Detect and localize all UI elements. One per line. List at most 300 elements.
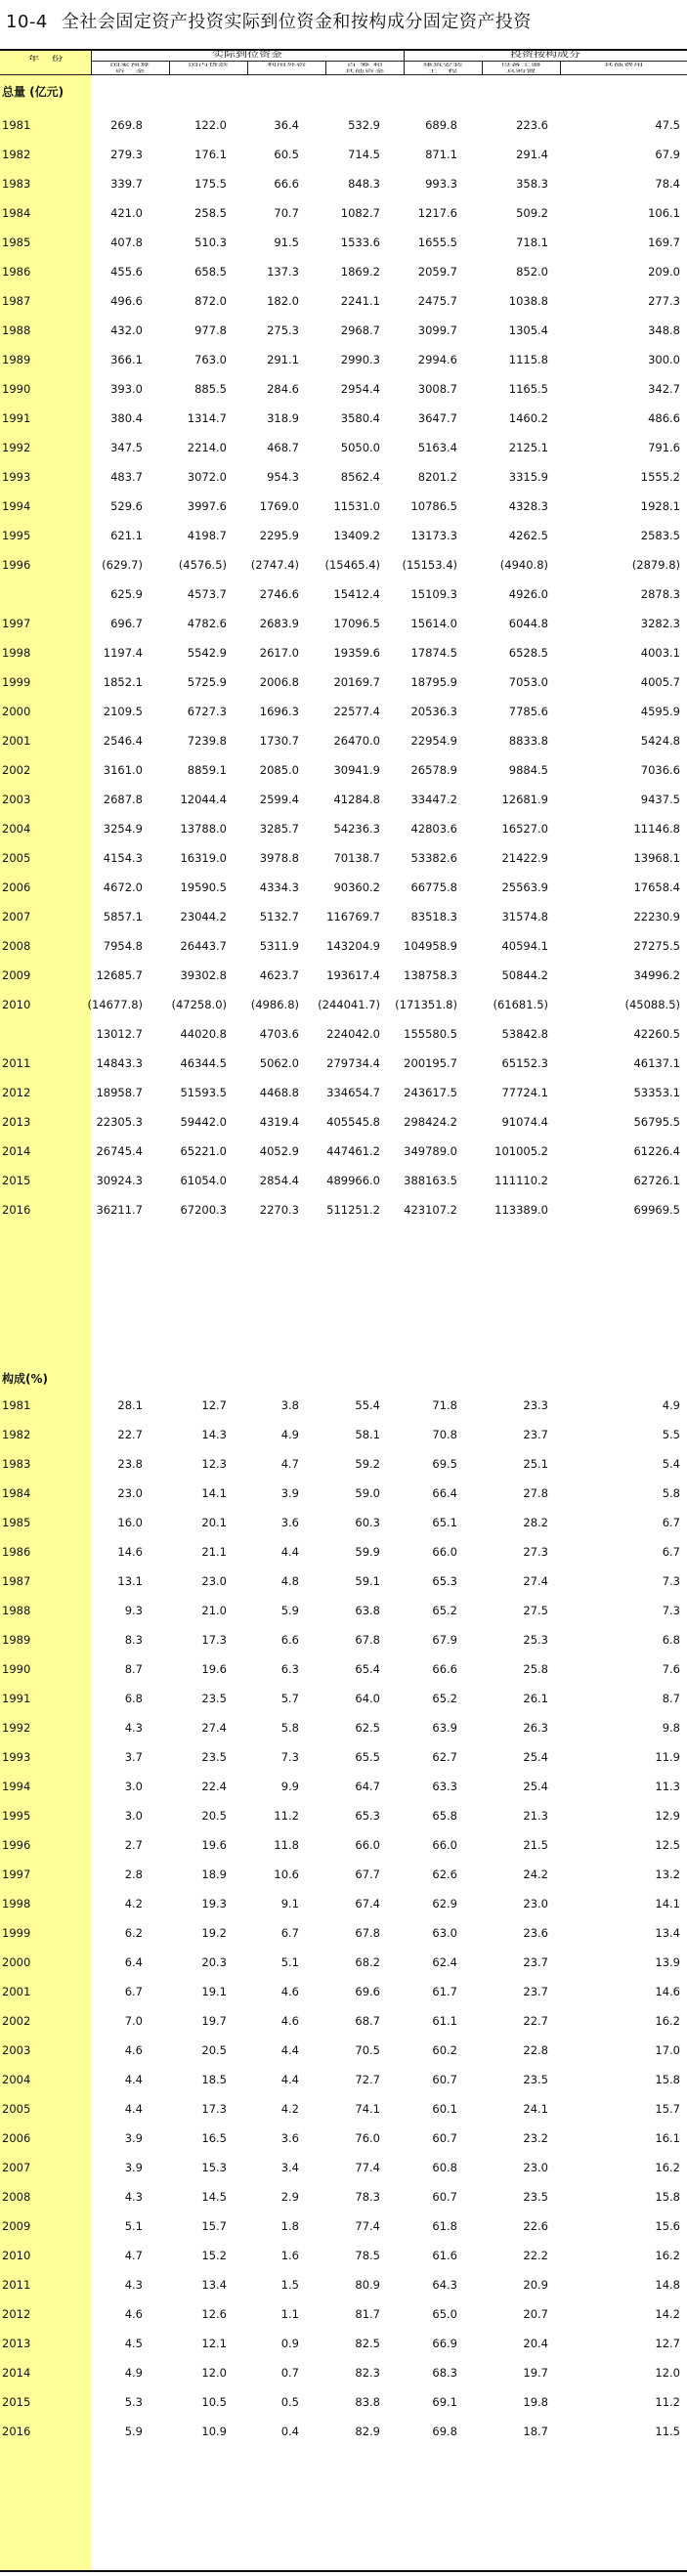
cell-equipment: 1115.8	[508, 353, 548, 366]
row-year: 2000	[2, 1955, 31, 1969]
cell-self-funded: 65.5	[355, 1750, 380, 1764]
cell-budget: 13012.7	[96, 1027, 143, 1041]
cell-self-funded: 511251.2	[326, 1203, 380, 1217]
cell-self-funded: 3580.4	[340, 411, 380, 425]
cell-loans: 13.4	[201, 2278, 227, 2292]
cell-budget: 421.0	[110, 206, 143, 220]
cell-self-funded: 532.9	[348, 118, 380, 132]
cell-loans: 658.5	[194, 265, 227, 279]
cell-foreign: 2006.8	[259, 675, 299, 689]
cell-loans: 19.2	[201, 1926, 227, 1940]
table-row	[0, 1861, 687, 1890]
cell-self-funded: 65.3	[355, 1809, 380, 1823]
cell-foreign: 2683.9	[259, 617, 299, 630]
cell-budget: 2687.8	[103, 793, 143, 806]
cell-budget: 6.2	[124, 1926, 143, 1940]
row-year: 1989	[2, 353, 31, 366]
cell-construction: 66775.8	[410, 880, 457, 894]
cell-foreign: 4.6	[280, 1985, 299, 1998]
cell-budget: 4.3	[124, 2190, 143, 2204]
cell-foreign: 4052.9	[259, 1144, 299, 1158]
cell-loans: 5542.9	[187, 646, 227, 660]
table-row	[0, 932, 687, 962]
cell-budget: 4.9	[124, 2366, 143, 2380]
cell-foreign: 3978.8	[259, 851, 299, 865]
cell-loans: 20.1	[201, 1516, 227, 1529]
row-year: 2004	[2, 822, 31, 836]
row-year: 1996	[2, 1838, 31, 1852]
cell-budget: 3161.0	[103, 763, 143, 777]
cell-construction: 138758.3	[404, 968, 457, 982]
cell-loans: 13788.0	[180, 822, 227, 836]
cell-loans: 10.5	[201, 2395, 227, 2409]
cell-self-funded: 67.8	[355, 1926, 380, 1940]
cell-equipment: 6044.8	[508, 617, 548, 630]
cell-construction: 63.3	[432, 1780, 457, 1793]
cell-equipment: 718.1	[516, 236, 548, 249]
row-year: 1987	[2, 1574, 31, 1588]
cell-foreign: 4334.3	[259, 880, 299, 894]
cell-equipment: 23.0	[523, 1897, 548, 1911]
cell-other: 14.1	[655, 1897, 680, 1911]
row-year: 2007	[2, 910, 31, 923]
cell-budget: 4.2	[124, 1897, 143, 1911]
header-construction-line2: 工 程	[427, 68, 458, 73]
cell-other: 69969.5	[633, 1203, 680, 1217]
cell-equipment: 23.6	[523, 1926, 548, 1940]
cell-self-funded: 2954.4	[340, 382, 380, 396]
cell-foreign: 3.4	[280, 2161, 299, 2174]
cell-loans: 39302.8	[180, 968, 227, 982]
cell-equipment: 40594.1	[501, 939, 548, 953]
row-year: 1983	[2, 177, 31, 191]
cell-foreign: 3.9	[280, 1486, 299, 1500]
cell-foreign: 60.5	[274, 148, 299, 161]
cell-loans: 15.2	[201, 2249, 227, 2262]
cell-construction: 66.0	[432, 1545, 457, 1559]
table-row	[0, 1567, 687, 1597]
row-year: 2011	[2, 2278, 31, 2292]
cell-foreign: 1769.0	[259, 499, 299, 513]
cell-equipment: 7053.0	[508, 675, 548, 689]
cell-other: 67.9	[655, 148, 680, 161]
cell-self-funded: 66.0	[355, 1838, 380, 1852]
cell-other: 6.8	[662, 1633, 680, 1647]
header-col-construction	[404, 62, 482, 74]
table-row	[0, 2125, 687, 2154]
cell-foreign: (2747.4)	[250, 558, 299, 572]
table-row	[0, 1919, 687, 1949]
cell-foreign: 137.3	[267, 265, 299, 279]
cell-loans: 12.6	[201, 2307, 227, 2321]
cell-construction: 61.7	[432, 1985, 457, 1998]
row-year: 1982	[2, 148, 31, 161]
cell-foreign: 3.6	[280, 1516, 299, 1529]
table-row	[0, 2300, 687, 2330]
table-row	[0, 1978, 687, 2007]
cell-equipment: 23.5	[523, 2190, 548, 2204]
cell-self-funded: 224042.0	[326, 1027, 380, 1041]
cell-loans: 14.3	[201, 1428, 227, 1441]
cell-equipment: 27.4	[523, 1574, 548, 1588]
row-year: 1987	[2, 294, 31, 308]
cell-self-funded: 116769.7	[326, 910, 380, 923]
cell-equipment: 65152.3	[501, 1056, 548, 1070]
row-year: 2009	[2, 2219, 31, 2233]
cell-budget: 696.7	[110, 617, 143, 630]
cell-construction: 15614.0	[410, 617, 457, 630]
cell-construction: 18795.9	[410, 675, 457, 689]
cell-construction: 65.0	[432, 2307, 457, 2321]
row-year: 1988	[2, 1604, 31, 1617]
cell-equipment: 291.4	[516, 148, 548, 161]
row-year: 1998	[2, 646, 31, 660]
cell-loans: 16319.0	[180, 851, 227, 865]
cell-budget: 28.1	[117, 1398, 143, 1412]
row-year: 2006	[2, 2131, 31, 2145]
cell-loans: 4782.6	[187, 617, 227, 630]
header-col-budget	[91, 62, 169, 74]
cell-other: 15.7	[655, 2102, 680, 2116]
cell-foreign: 4468.8	[259, 1086, 299, 1099]
cell-other: 3282.3	[640, 617, 680, 630]
cell-construction: 298424.2	[404, 1115, 457, 1129]
row-year: 2010	[2, 2249, 31, 2262]
cell-other: 14.2	[655, 2307, 680, 2321]
header-equipment-line1: 设备工器	[500, 62, 541, 67]
table-row	[0, 2183, 687, 2212]
cell-foreign: 6.3	[280, 1662, 299, 1676]
cell-other: 17658.4	[633, 880, 680, 894]
cell-loans: 885.5	[194, 382, 227, 396]
cell-construction: 243617.5	[404, 1086, 457, 1099]
table-row	[0, 1196, 687, 1225]
cell-other: 14.6	[655, 1985, 680, 1998]
table-row	[0, 727, 687, 756]
cell-other: 13.9	[655, 1955, 680, 1969]
cell-self-funded: 2990.3	[340, 353, 380, 366]
cell-other: 1928.1	[640, 499, 680, 513]
cell-other: 6.7	[662, 1516, 680, 1529]
cell-equipment: 25.4	[523, 1750, 548, 1764]
table-row	[0, 2359, 687, 2388]
table-row	[0, 317, 687, 346]
cell-loans: 18.5	[201, 2073, 227, 2086]
row-year: 1984	[2, 206, 31, 220]
cell-other: 13968.1	[633, 851, 680, 865]
cell-equipment: 852.0	[516, 265, 548, 279]
cell-construction: 26578.9	[410, 763, 457, 777]
cell-budget: 18958.7	[96, 1086, 143, 1099]
cell-equipment: 20.4	[523, 2337, 548, 2350]
cell-self-funded: 11531.0	[333, 499, 380, 513]
cell-self-funded: 68.2	[355, 1955, 380, 1969]
table-row	[0, 756, 687, 786]
cell-construction: 64.3	[432, 2278, 457, 2292]
cell-budget: 3.9	[124, 2161, 143, 2174]
cell-loans: 27.4	[201, 1721, 227, 1735]
cell-equipment: 23.3	[523, 1398, 548, 1412]
bottom-rule	[0, 2570, 687, 2572]
cell-other: 62726.1	[633, 1174, 680, 1187]
section-label-composition: 构成(%)	[2, 1372, 48, 1386]
cell-foreign: 6.7	[280, 1926, 299, 1940]
cell-equipment: 20.7	[523, 2307, 548, 2321]
cell-equipment: 24.2	[523, 1868, 548, 1881]
row-year: 1993	[2, 1750, 31, 1764]
cell-self-funded: 1082.7	[340, 206, 380, 220]
row-year: 2004	[2, 2073, 31, 2086]
cell-construction: 62.9	[432, 1897, 457, 1911]
cell-self-funded: 22577.4	[333, 705, 380, 718]
cell-equipment: 26.1	[523, 1692, 548, 1705]
cell-budget: 3.7	[124, 1750, 143, 1764]
table-row	[0, 786, 687, 815]
row-year: 1983	[2, 1457, 31, 1471]
cell-foreign: 91.5	[274, 236, 299, 249]
cell-equipment: 23.0	[523, 2161, 548, 2174]
table-row	[0, 1450, 687, 1480]
cell-budget: 23.8	[117, 1457, 143, 1471]
header-year: 年 份	[27, 55, 64, 63]
table-row	[0, 698, 687, 727]
cell-equipment: 7785.6	[508, 705, 548, 718]
cell-loans: 15.7	[201, 2219, 227, 2233]
cell-self-funded: 41284.8	[333, 793, 380, 806]
row-year: 1982	[2, 1428, 31, 1441]
cell-loans: 26443.7	[180, 939, 227, 953]
cell-construction: 61.6	[432, 2249, 457, 2262]
cell-loans: 17.3	[201, 1633, 227, 1647]
cell-foreign: 468.7	[267, 441, 299, 454]
cell-construction: 61.1	[432, 2014, 457, 2028]
cell-equipment: 27.3	[523, 1545, 548, 1559]
table-row	[0, 434, 687, 463]
cell-budget: 3.0	[124, 1780, 143, 1793]
cell-self-funded: 17096.5	[333, 617, 380, 630]
row-year: 2013	[2, 1115, 31, 1129]
cell-budget: 6.4	[124, 1955, 143, 1969]
cell-construction: 155580.5	[404, 1027, 457, 1041]
cell-foreign: 70.7	[274, 206, 299, 220]
cell-equipment: 22.8	[523, 2043, 548, 2057]
cell-equipment: 22.6	[523, 2219, 548, 2233]
cell-construction: 65.2	[432, 1604, 457, 1617]
cell-self-funded: 77.4	[355, 2219, 380, 2233]
cell-budget: 8.7	[124, 1662, 143, 1676]
cell-self-funded: 67.8	[355, 1633, 380, 1647]
cell-budget: 2546.4	[103, 734, 143, 748]
cell-equipment: 22.7	[523, 2014, 548, 2028]
cell-other: (45088.5)	[624, 998, 680, 1011]
table-row	[0, 258, 687, 287]
cell-loans: 175.5	[194, 177, 227, 191]
cell-budget: 269.8	[110, 118, 143, 132]
table-row	[0, 1392, 687, 1421]
cell-loans: 510.3	[194, 236, 227, 249]
cell-equipment: 4926.0	[508, 587, 548, 601]
cell-other: 1555.2	[640, 470, 680, 484]
cell-equipment: 8833.8	[508, 734, 548, 748]
cell-budget: 483.7	[110, 470, 143, 484]
cell-equipment: 4262.5	[508, 529, 548, 542]
cell-budget: 5.9	[124, 2425, 143, 2438]
cell-loans: 5725.9	[187, 675, 227, 689]
row-year: 2009	[2, 968, 31, 982]
cell-self-funded: 67.7	[355, 1868, 380, 1881]
cell-budget: 347.5	[110, 441, 143, 454]
cell-foreign: 1730.7	[259, 734, 299, 748]
table-row	[0, 844, 687, 874]
table-row	[0, 2271, 687, 2300]
cell-self-funded: 64.0	[355, 1692, 380, 1705]
cell-budget: 4154.3	[103, 851, 143, 865]
cell-equipment: 50844.2	[501, 968, 548, 982]
cell-construction: 65.2	[432, 1692, 457, 1705]
cell-budget: 432.0	[110, 323, 143, 337]
cell-foreign: 5.7	[280, 1692, 299, 1705]
cell-self-funded: 81.7	[355, 2307, 380, 2321]
row-year: 1991	[2, 1692, 31, 1705]
table-title	[6, 4, 532, 41]
cell-construction: 15109.3	[410, 587, 457, 601]
table-row	[0, 405, 687, 434]
cell-other: 13.4	[655, 1926, 680, 1940]
cell-equipment: 77724.1	[501, 1086, 548, 1099]
cell-equipment: 20.9	[523, 2278, 548, 2292]
header-construction-line1: 建筑安装	[422, 62, 463, 67]
cell-construction: 69.5	[432, 1457, 457, 1471]
cell-other: 27275.5	[633, 939, 680, 953]
cell-equipment: 25563.9	[501, 880, 548, 894]
cell-self-funded: 2241.1	[340, 294, 380, 308]
row-year: 2005	[2, 2102, 31, 2116]
table-row	[0, 1714, 687, 1743]
table-row	[0, 2095, 687, 2125]
cell-self-funded: 59.9	[355, 1545, 380, 1559]
cell-foreign: 4703.6	[259, 1027, 299, 1041]
cell-foreign: 5062.0	[259, 1056, 299, 1070]
row-year: 1993	[2, 470, 31, 484]
cell-equipment: 111110.2	[494, 1174, 548, 1187]
cell-equipment: 31574.8	[501, 910, 548, 923]
row-year: 1997	[2, 1868, 31, 1881]
cell-construction: 71.8	[432, 1398, 457, 1412]
cell-self-funded: 26470.0	[333, 734, 380, 748]
cell-budget: 22305.3	[96, 1115, 143, 1129]
cell-self-funded: 714.5	[348, 148, 380, 161]
table-row	[0, 610, 687, 639]
cell-other: 15.8	[655, 2190, 680, 2204]
cell-construction: 3099.7	[417, 323, 457, 337]
header-self-line2: 其他资金	[344, 68, 385, 73]
cell-foreign: 3.6	[280, 2131, 299, 2145]
cell-foreign: 0.4	[280, 2425, 299, 2438]
cell-other: 348.8	[648, 323, 680, 337]
cell-construction: 17874.5	[410, 646, 457, 660]
cell-construction: 5163.4	[417, 441, 457, 454]
table-row	[0, 2066, 687, 2095]
cell-construction: 66.0	[432, 1838, 457, 1852]
table-row	[0, 1509, 687, 1538]
row-year: 2003	[2, 793, 31, 806]
cell-loans: 19.7	[201, 2014, 227, 2028]
cell-budget: 5857.1	[103, 910, 143, 923]
cell-self-funded: 15412.4	[333, 587, 380, 601]
cell-construction: 68.3	[432, 2366, 457, 2380]
cell-self-funded: 80.9	[355, 2278, 380, 2292]
cell-loans: 6727.3	[187, 705, 227, 718]
cell-construction: 8201.2	[417, 470, 457, 484]
cell-construction: 65.1	[432, 1516, 457, 1529]
table-row	[0, 1626, 687, 1655]
cell-construction: 1217.6	[417, 206, 457, 220]
row-year: 2002	[2, 2014, 31, 2028]
row-year: 1985	[2, 236, 31, 249]
cell-budget: 8.3	[124, 1633, 143, 1647]
cell-equipment: 23.7	[523, 1955, 548, 1969]
cell-budget: 6.7	[124, 1985, 143, 1998]
cell-foreign: 9.1	[280, 1897, 299, 1911]
row-year: 1985	[2, 1516, 31, 1529]
cell-foreign: 4.4	[280, 2073, 299, 2086]
table-row	[0, 229, 687, 258]
cell-construction: 66.4	[432, 1486, 457, 1500]
cell-equipment: 509.2	[516, 206, 548, 220]
cell-loans: (4576.5)	[178, 558, 227, 572]
row-year: 1995	[2, 529, 31, 542]
cell-construction: 689.8	[425, 118, 457, 132]
cell-equipment: 1165.5	[508, 382, 548, 396]
cell-other: 106.1	[648, 206, 680, 220]
cell-other: 2878.3	[640, 587, 680, 601]
table-row	[0, 1802, 687, 1831]
cell-construction: 69.8	[432, 2425, 457, 2438]
header-col-other: 其他费用	[603, 62, 644, 67]
cell-self-funded: 70.5	[355, 2043, 380, 2057]
cell-other: 12.7	[655, 2337, 680, 2350]
row-year: 1981	[2, 118, 31, 132]
cell-foreign: 10.6	[274, 1868, 299, 1881]
cell-equipment: 6528.5	[508, 646, 548, 660]
table-row	[0, 141, 687, 170]
cell-construction: 388163.5	[404, 1174, 457, 1187]
table-row	[0, 2330, 687, 2359]
cell-loans: 4198.7	[187, 529, 227, 542]
cell-budget: 14843.3	[96, 1056, 143, 1070]
row-year: 2010	[2, 998, 31, 1011]
cell-construction: 66.9	[432, 2337, 457, 2350]
cell-loans: 122.0	[194, 118, 227, 132]
cell-other: 13.2	[655, 1868, 680, 1881]
cell-construction: 871.1	[425, 148, 457, 161]
row-year: 2016	[2, 1203, 31, 1217]
cell-budget: 4.4	[124, 2073, 143, 2086]
cell-other: 791.6	[648, 441, 680, 454]
row-year: 2001	[2, 1985, 31, 1998]
row-year: 2003	[2, 2043, 31, 2057]
cell-equipment: 21422.9	[501, 851, 548, 865]
table-row	[0, 1421, 687, 1450]
cell-self-funded: 68.7	[355, 2014, 380, 2028]
table-row	[0, 2212, 687, 2242]
cell-self-funded: 279734.4	[326, 1056, 380, 1070]
cell-construction: 3647.7	[417, 411, 457, 425]
table-row	[0, 1773, 687, 1802]
row-year: 2013	[2, 2337, 31, 2350]
table-row	[0, 668, 687, 698]
header-group-composition: 投资按构成分	[509, 50, 580, 59]
